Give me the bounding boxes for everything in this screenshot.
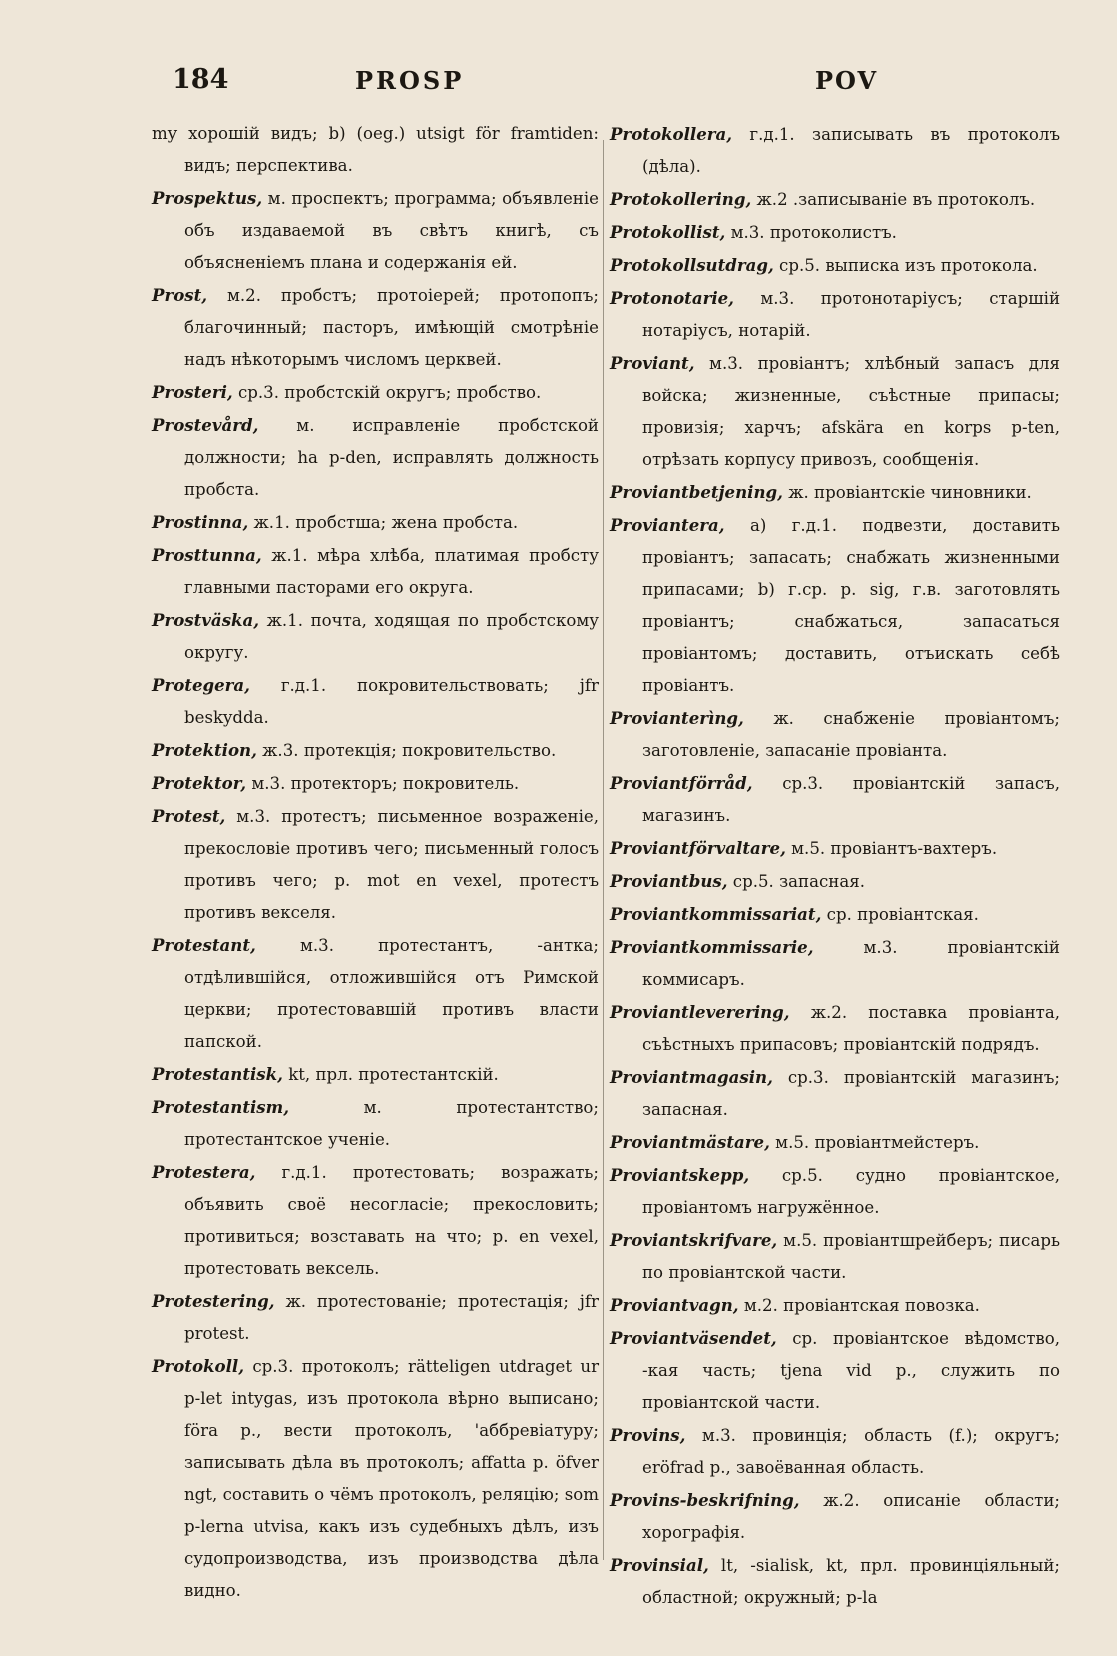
entry-definition: ж. протестованіе; протестація; jfr protest. <box>184 1292 599 1343</box>
dictionary-entry <box>610 282 1060 347</box>
entry-definition: м.5. провіантмейстеръ. <box>775 1133 980 1152</box>
entry-headword: Proviantmästare, <box>610 1132 770 1152</box>
dictionary-entry <box>610 1549 1060 1614</box>
entry-headword: Protestering, <box>152 1291 275 1311</box>
entry-definition: м.3. протонотаріусъ; старшій нотаріусъ, нотарій. <box>642 289 1060 340</box>
dictionary-entry <box>152 604 599 669</box>
entry-definition: г.д.1. покровительствовать; jfr beskydda. <box>184 676 599 727</box>
entry-headword: Protestant, <box>152 935 256 955</box>
entry-definition: м.5. провіантшрейберъ; писарь по провіантской части. <box>642 1231 1060 1282</box>
dictionary-entry <box>610 832 1060 865</box>
entry-definition: г.д.1. протестовать; возражать; объявить своё несогласіе; прекословить; противиться; возставать на что; p. en vexel, протестовать вексель. <box>184 1163 599 1278</box>
entry-headword: Proviantmagasin, <box>610 1067 773 1087</box>
entry-headword: Proviantskepp, <box>610 1165 750 1185</box>
entry-definition: г.д.1. записывать въ протоколъ (дѣла). <box>642 125 1060 176</box>
entry-definition: м.2. провіантская повозка. <box>743 1296 980 1315</box>
entry-headword: Protest, <box>152 806 226 826</box>
entry-headword: Provinsial, <box>610 1555 709 1575</box>
dictionary-entry <box>152 118 599 182</box>
header-right-guideword: POV <box>815 66 879 95</box>
entry-definition: my хорошій видъ; b) (oeg.) utsigt för framtiden: видъ; перспектива. <box>152 124 599 175</box>
dictionary-entry <box>610 118 1060 183</box>
entry-definition: ср.5. запасная. <box>732 872 865 891</box>
entry-definition: ср.5. выписка изъ протокола. <box>779 256 1038 275</box>
entry-headword: Provins-beskrifning, <box>610 1490 800 1510</box>
entry-headword: Protokollsutdrag, <box>610 255 774 275</box>
entry-headword: Protokollist, <box>610 222 726 242</box>
dictionary-entry <box>610 476 1060 509</box>
entry-definition: ср.3. провіантскій запасъ, магазинъ. <box>642 774 1060 825</box>
dictionary-entry <box>610 702 1060 767</box>
entry-headword: Proviantera, <box>610 515 725 535</box>
dictionary-entry <box>610 898 1060 931</box>
dictionary-entry <box>610 216 1060 249</box>
entry-definition: м. протестантство; протестантское ученіе. <box>184 1098 599 1149</box>
entry-definition: ж.1. пробстша; жена пробста. <box>253 513 519 532</box>
entry-definition: ж. провіантскіе чиновники. <box>788 483 1032 502</box>
entry-definition: м.2. пробстъ; протоіерей; протопопъ; благочинный; пасторъ, имѣющій смотрѣніе надъ нѣкоторымъ числомъ церквей. <box>184 286 599 369</box>
entry-headword: Proviant, <box>610 353 695 373</box>
entry-headword: Proviantvagn, <box>610 1295 739 1315</box>
dictionary-entry <box>610 767 1060 832</box>
entry-headword: Protokoll, <box>152 1356 244 1376</box>
entry-definition: м.5. провіантъ-вахтеръ. <box>791 839 998 858</box>
dictionary-entry <box>610 1224 1060 1289</box>
page-number: 184 <box>172 64 229 95</box>
entry-headword: Protegera, <box>152 675 250 695</box>
entry-definition: ж.2. поставка провіанта, съѣстныхъ припасовъ; провіантскій подрядъ. <box>642 1003 1060 1054</box>
dictionary-entry <box>152 506 599 539</box>
entry-definition: ж.2 .записываніе въ протоколъ. <box>756 190 1036 209</box>
entry-headword: Proviantleverering, <box>610 1002 790 1022</box>
dictionary-entry <box>610 996 1060 1061</box>
dictionary-entry <box>610 1322 1060 1419</box>
page-header <box>150 64 947 104</box>
entry-definition: ж.1. мѣра хлѣба, платимая пробсту главными пасторами его округа. <box>184 546 599 597</box>
entry-headword: Protonotarie, <box>610 288 734 308</box>
dictionary-entry <box>152 1058 599 1091</box>
entry-definition: lt, -sialisk, kt, прл. провинціяльный; областной; окружный; p-la <box>642 1556 1060 1607</box>
dictionary-entry <box>152 182 599 279</box>
entry-headword: Proviantväsendet, <box>610 1328 777 1348</box>
dictionary-entry <box>152 1156 599 1285</box>
entry-headword: Protestantisk, <box>152 1064 283 1084</box>
entry-headword: Protokollering, <box>610 189 752 209</box>
left-column <box>152 118 599 1607</box>
header-left-guideword: PROSP <box>355 66 465 95</box>
entry-definition: ср.5. судно провіантское, провіантомъ нагружённое. <box>642 1166 1060 1217</box>
entry-headword: Prostevård, <box>152 415 259 435</box>
entry-definition: м.3. протестъ; письменное возраженіе, прекословіе противъ чего; письменный голосъ противъ чего; p. mot en vexel, протестъ противъ векселя. <box>184 807 599 922</box>
entry-headword: Protektor, <box>152 773 247 793</box>
entry-definition: м.3. провіантскій коммисаръ. <box>642 938 1060 989</box>
dictionary-entry <box>610 1126 1060 1159</box>
entry-headword: Proviantförråd, <box>610 773 753 793</box>
entry-headword: Proviantkommissarie, <box>610 937 814 957</box>
right-column <box>610 118 1060 1614</box>
entry-definition: м.3. протоколистъ. <box>730 223 897 242</box>
entry-headword: Prostväska, <box>152 610 260 630</box>
dictionary-entry <box>152 1285 599 1350</box>
entry-definition: м. проспектъ; программа; объявленіе объ издаваемой въ свѣтъ книгѣ, съ объясненіемъ плана и содержанія ей. <box>184 189 599 272</box>
dictionary-entry <box>610 1289 1060 1322</box>
entry-definition: ср. провіантское вѣдомство, -кая часть; tjena vid p., служить по провіантской части. <box>642 1329 1060 1412</box>
entry-definition: м.3. протекторъ; покровитель. <box>251 774 520 793</box>
entry-headword: Proviantkommissariat, <box>610 904 822 924</box>
entry-definition: ж. снабженіе провіантомъ; заготовленіе, запасаніе провіанта. <box>642 709 1060 760</box>
dictionary-entry <box>610 347 1060 476</box>
entry-headword: Prostinna, <box>152 512 249 532</box>
dictionary-entry <box>152 734 599 767</box>
dictionary-entry <box>152 409 599 506</box>
dictionary-entry <box>610 931 1060 996</box>
entry-headword: Protestantism, <box>152 1097 289 1117</box>
dictionary-entry <box>610 1061 1060 1126</box>
entry-definition: м.3. провіантъ; хлѣбный запасъ для войска; жизненные, съѣстные припасы; провизія; харчъ; afskära en korps p-ten, отрѣзать корпусу привозъ, сообщенія. <box>642 354 1060 469</box>
dictionary-entry <box>610 183 1060 216</box>
entry-headword: Proviantbus, <box>610 871 728 891</box>
dictionary-entry <box>610 509 1060 702</box>
entry-definition: ж.2. описаніе области; хорографія. <box>642 1491 1060 1542</box>
entry-definition: м.3. протестантъ, -антка; отдѣлившійся, отложившійся отъ Римской церкви; протестовавшій противъ власти папской. <box>184 936 599 1051</box>
entry-headword: Prosttunna, <box>152 545 262 565</box>
dictionary-entry <box>152 376 599 409</box>
dictionary-entry <box>610 249 1060 282</box>
entry-definition: ср.3. протоколъ; rätteligen utdraget ur p-let intygas, изъ протокола вѣрно выписано; föra p., вести протоколъ, 'аббревіатуру; записывать дѣла въ протоколъ; affatta p. öfver ngt, составить о чёмъ протоколъ, реляцію; som p-lerna utvisa, какъ изъ судебныхъ дѣлъ, изъ судопроизводства, изъ производства дѣла видно. <box>184 1357 599 1600</box>
dictionary-entry <box>152 1350 599 1607</box>
dictionary-entry <box>152 279 599 376</box>
entry-headword: Provins, <box>610 1425 686 1445</box>
entry-definition: kt, прл. протестантскій. <box>288 1065 499 1084</box>
entry-headword: Proviantförvaltare, <box>610 838 786 858</box>
entry-headword: Prost, <box>152 285 208 305</box>
entry-definition: м.3. провинція; область (f.); округъ; eröfrad p., завоёванная область. <box>642 1426 1060 1477</box>
dictionary-entry <box>152 767 599 800</box>
dictionary-entry <box>152 669 599 734</box>
entry-headword: Prospektus, <box>152 188 263 208</box>
entry-definition: ж.3. протекція; покровительство. <box>262 741 557 760</box>
dictionary-entry <box>610 1484 1060 1549</box>
entry-definition: ср.3. пробстскій округъ; пробство. <box>237 383 542 402</box>
entry-definition: ср.3. провіантскій магазинъ; запасная. <box>642 1068 1060 1119</box>
entry-headword: Protestera, <box>152 1162 256 1182</box>
entry-definition: ж.1. почта, ходящая по пробстскому округу. <box>184 611 599 662</box>
dictionary-entry <box>152 1091 599 1156</box>
entry-definition: a) г.д.1. подвезти, доставить провіантъ; запасать; снабжать жизненными припасами; b) г.ср. p. sig, г.в. заготовлять провіантъ; снабжаться, запасаться провіантомъ; доставить, отъискать себѣ провіантъ. <box>642 516 1060 695</box>
dictionary-entry <box>610 865 1060 898</box>
entry-headword: Proviantskrifvare, <box>610 1230 778 1250</box>
dictionary-entry <box>610 1419 1060 1484</box>
dictionary-entry <box>152 929 599 1058</box>
entry-definition: м. исправленіе пробстской должности; ha p-den, исправлять должность пробста. <box>184 416 599 499</box>
entry-headword: Protokollera, <box>610 124 733 144</box>
entry-definition: ср. провіантская. <box>826 905 979 924</box>
entry-headword: Prosteri, <box>152 382 233 402</box>
entry-headword: Provianterìng, <box>610 708 744 728</box>
column-divider <box>603 140 604 1560</box>
dictionary-entry <box>152 539 599 604</box>
entry-headword: Protektion, <box>152 740 257 760</box>
dictionary-entry <box>152 800 599 929</box>
dictionary-entry <box>610 1159 1060 1224</box>
entry-headword: Proviantbetjening, <box>610 482 783 502</box>
